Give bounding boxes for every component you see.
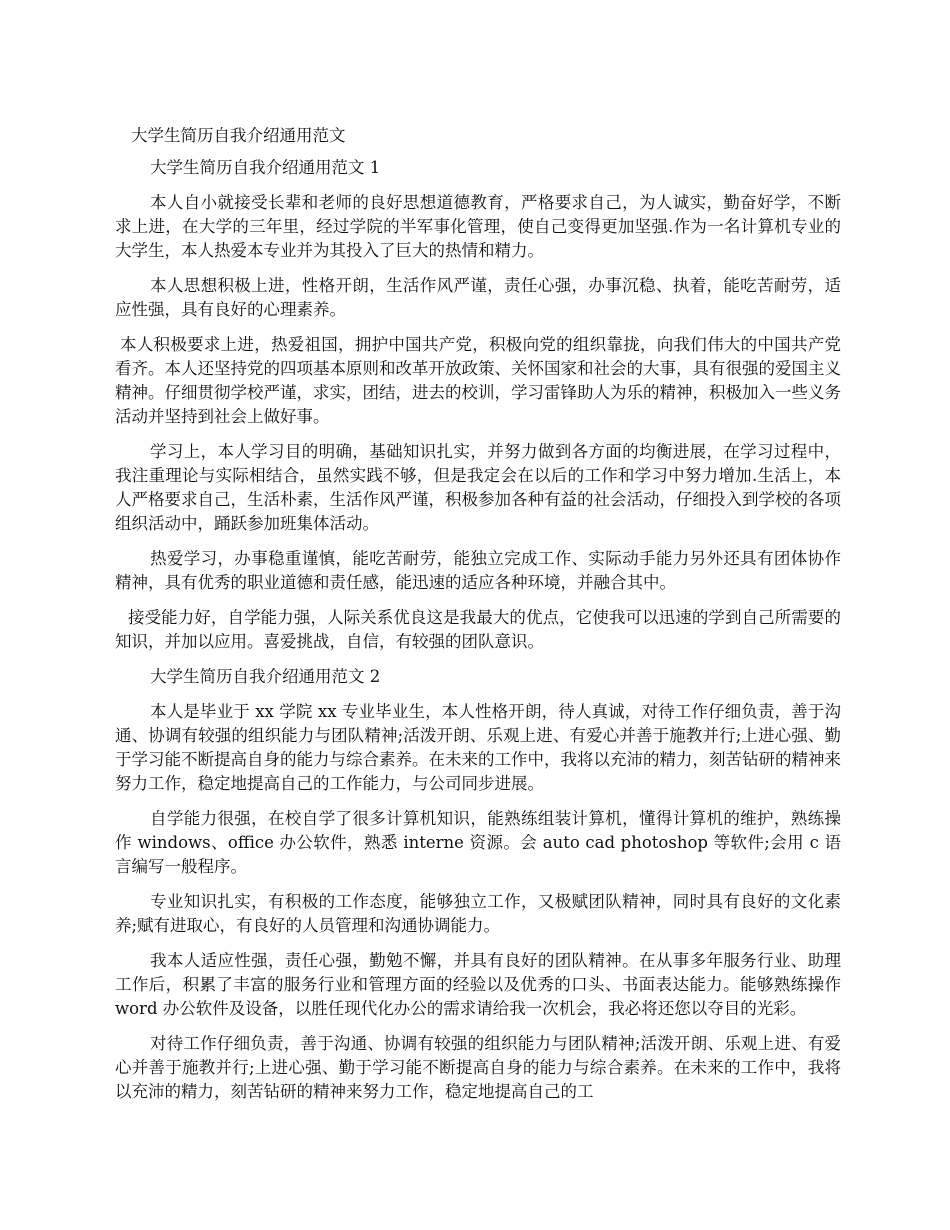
section-heading-1: 大学生简历自我介绍通用范文 1	[150, 158, 381, 177]
paragraph: 本人自小就接受长辈和老师的良好思想道德教育，严格要求自己，为人诚实，勤奋好学，不断求上进，在大学的三年里，经过学院的半军事化管理，使自己变得更加坚强.作为一名计算机专业的大学生，本人热爱本专业并为其投入了巨大的热情和精力。	[115, 193, 841, 260]
paragraph: 专业知识扎实，有积极的工作态度，能够独立工作，又极赋团队精神，同时具有良好的文化素养;赋有进取心，有良好的人员管理和沟通协调能力。	[115, 892, 841, 935]
paragraph: 我本人适应性强，责任心强，勤勉不懈，并具有良好的团队精神。在从事多年服务行业、助理工作后，积累了丰富的服务行业和管理方面的经验以及优秀的口头、书面表达能力。能够熟练操作 word 办公软件及设备，以胜任现代化办公的需求请给我一次机会，我必将还您以夺目的光彩。	[115, 951, 841, 1018]
paragraph: 自学能力很强，在校自学了很多计算机知识，能熟练组装计算机，懂得计算机的维护，熟练操作 windows、office 办公软件，熟悉 interne 资源。会 auto cad photoshop 等软件;会用 c 语言编写一般程序。	[115, 809, 841, 876]
section-heading-2: 大学生简历自我介绍通用范文 2	[150, 667, 381, 686]
paragraph: 本人是毕业于 xx 学院 xx 专业毕业生，本人性格开朗，待人真诚，对待工作仔细负责，善于沟通、协调有较强的组织能力与团队精神;活泼开朗、乐观上进、有爱心并善于施教并行;上进心强、勤于学习能不断提高自身的能力与综合素养。在未来的工作中，我将以充沛的精力，刻苦钻研的精神来努力工作，稳定地提高自己的工作能力，与公司同步进展。	[115, 702, 841, 793]
paragraph: 本人思想积极上进，性格开朗，生活作风严谨，责任心强，办事沉稳、执着，能吃苦耐劳，适应性强，具有良好的心理素养。	[115, 276, 841, 319]
document-title: 大学生简历自我介绍通用范文	[131, 126, 346, 145]
paragraph: 热爱学习，办事稳重谨慎，能吃苦耐劳，能独立完成工作、实际动手能力另外还具有团体协作精神，具有优秀的职业道德和责任感，能迅速的适应各种环境，并融合其中。	[115, 549, 841, 592]
paragraph: 本人积极要求上进，热爱祖国，拥护中国共产党，积极向党的组织靠拢，向我们伟大的中国共产党看齐。本人还坚持党的四项基本原则和改革开放政策、关怀国家和社会的大事，具有很强的爱国主义精神。仔细贯彻学校严谨，求实，团结，进去的校训，学习雷锋助人为乐的精神，积极加入一些义务活动并坚持到社会上做好事。	[115, 335, 841, 426]
paragraph: 对待工作仔细负责，善于沟通、协调有较强的组织能力与团队精神;活泼开朗、乐观上进、有爱心并善于施教并行;上进心强、勤于学习能不断提高自身的能力与综合素养。在未来的工作中，我将以充沛的精力，刻苦钻研的精神来努力工作，稳定地提高自己的工	[115, 1034, 841, 1101]
paragraph: 接受能力好，自学能力强，人际关系优良这是我最大的优点，它使我可以迅速的学到自己所需要的知识，并加以应用。喜爱挑战，自信，有较强的团队意识。	[115, 608, 841, 651]
document-body	[115, 124, 841, 1115]
paragraph: 学习上，本人学习目的明确，基础知识扎实，并努力做到各方面的均衡进展，在学习过程中，我注重理论与实际相结合，虽然实践不够，但是我定会在以后的工作和学习中努力增加.生活上，本人严格要求自己，生活朴素，生活作风严谨，积极参加各种有益的社会活动，仔细投入到学校的各项组织活动中，踊跃参加班集体活动。	[115, 442, 841, 533]
